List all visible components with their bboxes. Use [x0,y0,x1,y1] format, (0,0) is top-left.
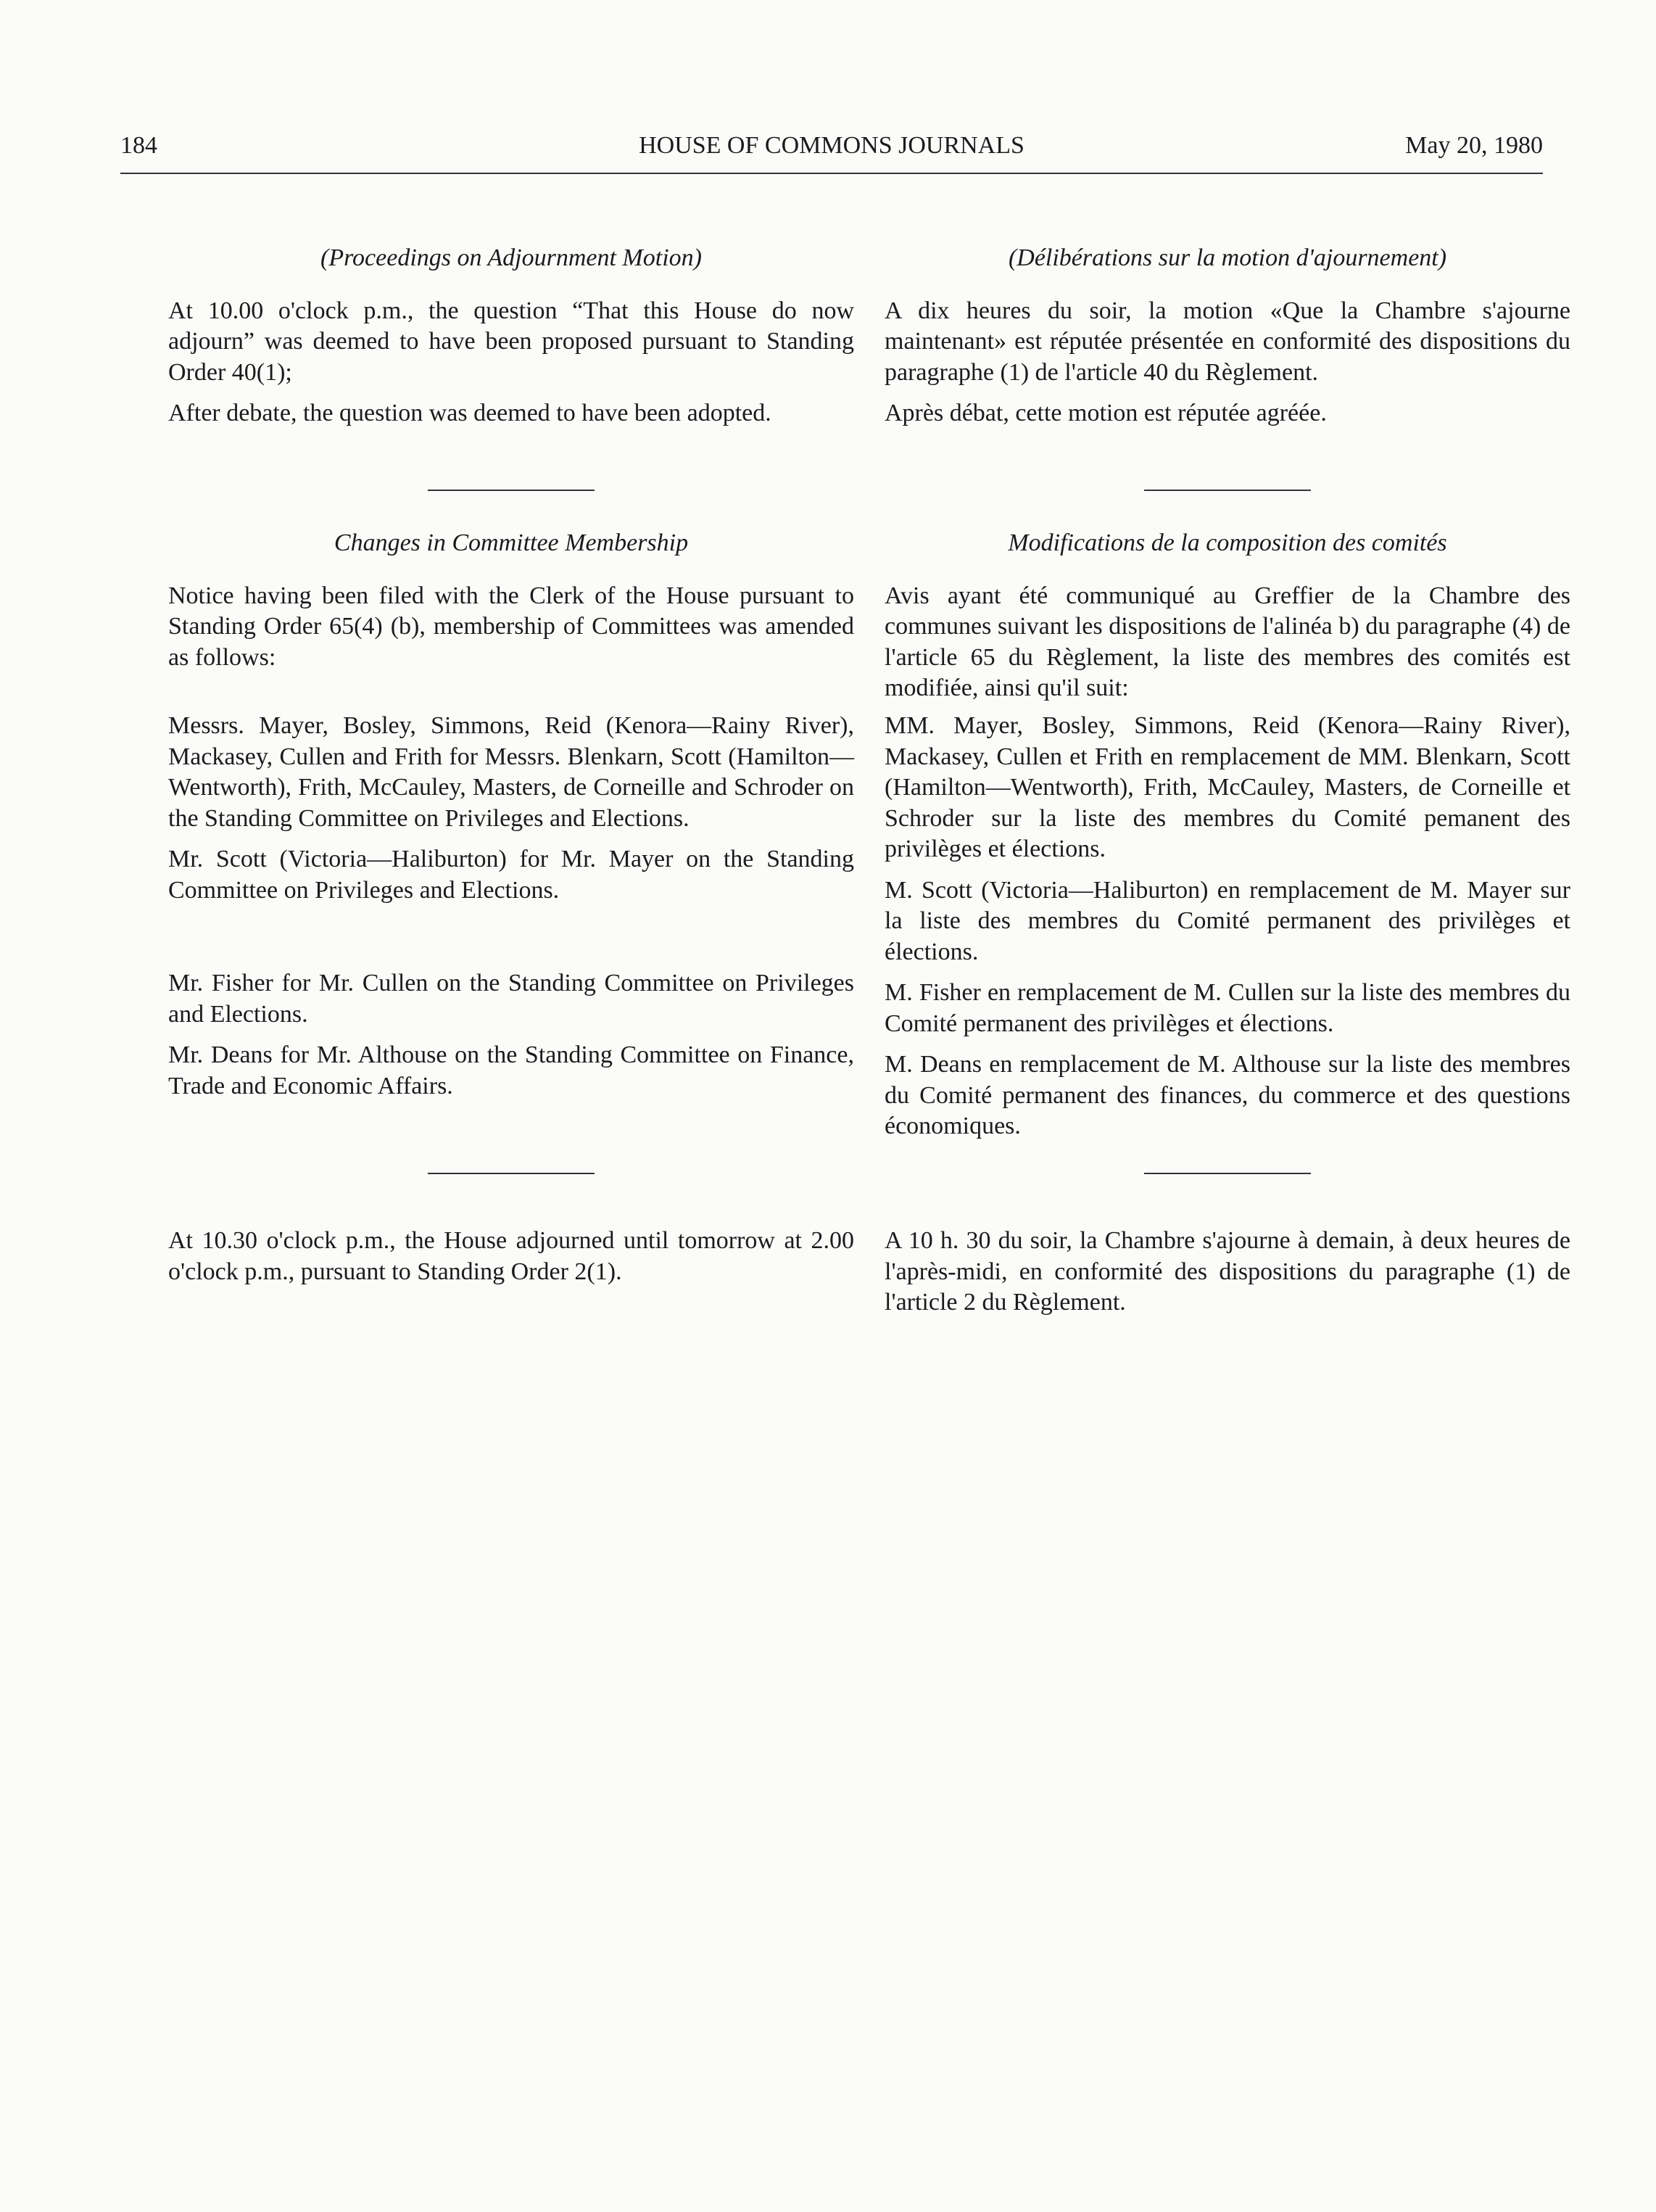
section-divider [885,490,1570,491]
paragraph: After debate, the question was deemed to have been adopted. [168,400,771,426]
section-heading: Changes in Committee Membership [334,529,689,556]
journal-title: HOUSE OF COMMONS JOURNALS [639,132,1024,159]
closing-section-en [168,1226,854,1287]
page-number: 184 [120,132,157,159]
list-item: M. Deans en remplacement de M. Althouse sur la liste des membres du Comité permanent des finances, du commerce et des questions économiques. [885,1051,1570,1139]
section-heading: (Délibérations sur la motion d'ajournement) [1008,244,1447,271]
paragraph: Avis ayant été communiqué au Greffier de la Chambre des communes suivant les dispositions de l'alinéa b) du paragraphe (4) de l'article 65 du Règlement, la liste des membres des comités est modifiée, ainsi qu'il suit: [885,582,1570,701]
committee-section-fr [885,528,1570,704]
adjournment-section-fr [885,243,1570,429]
adjournment-section-en [168,243,854,429]
section-heading: (Proceedings on Adjournment Motion) [320,244,702,271]
paragraph: A dix heures du soir, la motion «Que la Chambre s'ajourne maintenant» est réputée présentée en conformité des dispositions du paragraphe (1) de l'article 40 du Règlement. [885,297,1570,386]
list-item: Mr. Scott (Victoria—Haliburton) for Mr. Mayer on the Standing Committee on Privileges and Elections. [168,846,854,904]
paragraph: At 10.00 o'clock p.m., the question “That this House do now adjourn” was deemed to have been proposed pursuant to Standing Order 40(1); [168,297,854,386]
list-item: M. Fisher en remplacement de M. Cullen sur la liste des membres du Comité permanent des privilèges et élections. [885,979,1570,1037]
committee-changes-en-2 [168,968,854,1102]
section-divider [168,1173,854,1174]
committee-changes-en [168,711,854,906]
committee-changes-fr [885,711,1570,1142]
paragraph: At 10.30 o'clock p.m., the House adjourned until tomorrow at 2.00 o'clock p.m., pursuant to Standing Order 2(1). [168,1227,854,1285]
committee-section-en [168,528,854,673]
section-heading: Modifications de la composition des comités [1008,529,1447,556]
page-header [120,131,1543,174]
section-divider [168,490,854,491]
journal-date: May 20, 1980 [1405,132,1543,159]
list-item: Messrs. Mayer, Bosley, Simmons, Reid (Kenora—Rainy River), Mackasey, Cullen and Frith for Messrs. Blenkarn, Scott (Hamilton—Wentworth), Frith, McCauley, Masters, de Corneille and Schroder on the Standing Committee on Privileges and Elections. [168,712,854,832]
section-divider [885,1173,1570,1174]
closing-section-fr [885,1226,1570,1318]
list-item: Mr. Fisher for Mr. Cullen on the Standing Committee on Privileges and Elections. [168,970,854,1028]
paragraph: Après débat, cette motion est réputée agréée. [885,400,1327,426]
paragraph: Notice having been filed with the Clerk of the House pursuant to Standing Order 65(4) (b), membership of Committees was amended as follows: [168,582,854,671]
list-item: Mr. Deans for Mr. Althouse on the Standing Committee on Finance, Trade and Economic Affairs. [168,1041,854,1099]
list-item: MM. Mayer, Bosley, Simmons, Reid (Kenora—Rainy River), Mackasey, Cullen et Frith en remplacement de MM. Blenkarn, Scott (Hamilton—Wentworth), Frith, McCauley, Masters, de Corneille et Schroder sur la liste des membres du Comité pemanent des privilèges et élections. [885,712,1570,862]
list-item: M. Scott (Victoria—Haliburton) en remplacement de M. Mayer sur la liste des membres du Comité permanent des privilèges et élections. [885,876,1570,965]
paragraph: A 10 h. 30 du soir, la Chambre s'ajourne à demain, à deux heures de l'après-midi, en conformité des dispositions du paragraphe (1) de l'article 2 du Règlement. [885,1227,1570,1316]
